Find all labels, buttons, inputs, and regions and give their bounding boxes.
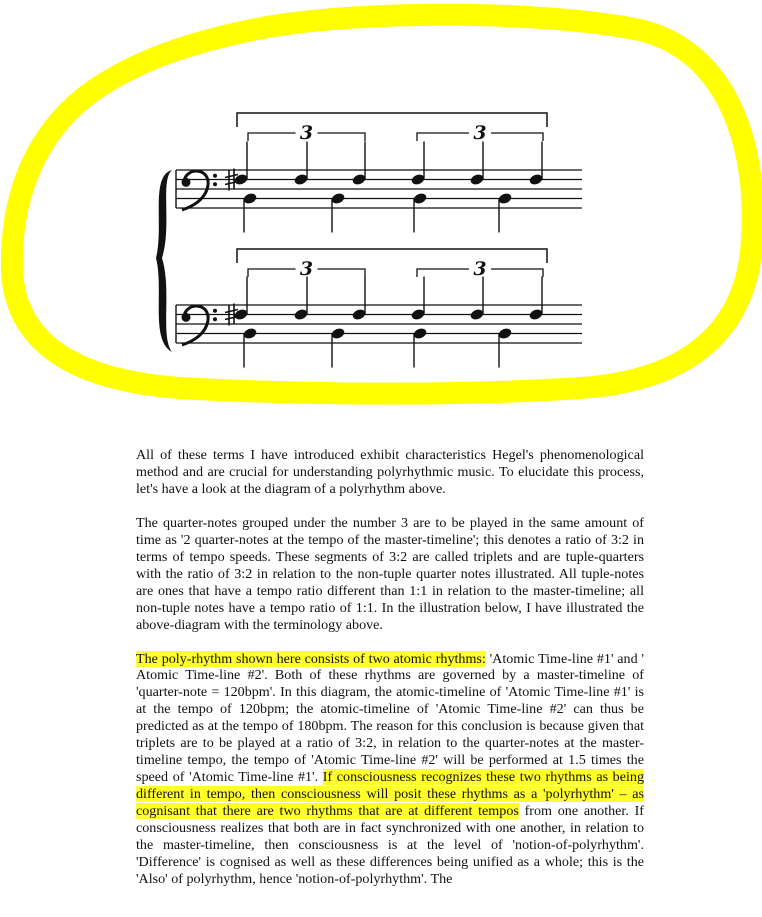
bass-clef-dot (182, 313, 191, 322)
highlighted-text: If consciousness recognizes these two rhythms as being different in tempo, then consciousness will posit these rhythms as a 'polyrhythm' – as cognisant that there are two rhythms that are at different tempos (136, 769, 644, 820)
upper-staff (176, 113, 582, 233)
paragraph-text: from one another. If consciousness realizes that both are in fact synchronized with one another, in relation to the master-timeline, then consciousness is at the level of 'notion-of-polyrhythm'. 'Difference' is cognised as well as these differences being unified as a whole; this is the 'Also' of polyrhythm, hence 'notion-of-polyrhythm'. The (136, 803, 645, 887)
triplet-number: 3 (473, 258, 487, 280)
system-brace (156, 170, 172, 352)
paragraph-3 (136, 651, 644, 888)
bass-clef-dot (213, 309, 217, 313)
bass-clef-icon (182, 171, 208, 210)
essay-text (136, 447, 644, 905)
highlight-circle (12, 15, 753, 394)
bass-clef-dot (182, 178, 191, 187)
outer-bracket (237, 113, 547, 127)
paragraph-2: The quarter-notes grouped under the number 3 are to be played in the same amount of time as '2 quarter-notes at the tempo of the master-timeline'; this denotes a ratio of 3:2 in terms of tempo speeds. These segments of 3:2 are called triplets and are tuple-quarters with the ratio of 3:2 in relation to the non-tuple quarter notes illustrated. All tuple-notes are ones that have a tempo ratio different than 1:1 in relation to the master-timeline; all non-tuple notes have a tempo ratio of 1:1. In the illustration below, I have illustrated the above-diagram with the terminology above. (136, 514, 644, 633)
paragraph-text: 'Atomic Time-line #1' and ' Atomic Time-line #2'. Both of these rhythms are governed by a master-timeline of 'quarter-note = 120bpm'. In this diagram, the atomic-timeline of 'Atomic Time-line #1' is at the tempo of 120bpm; the atomic-timeline of 'Atomic Time-line #2' can thus be predicted as at the tempo of 180bpm. The reason for this conclusion is because given that triplets are to be played at a ratio of 3:2, in relation to the quarter-notes at the master-timeline tempo, the tempo of 'Atomic Time-line #2' will be performed at 1.5 times the speed of 'Atomic Time-line #1'. (136, 650, 644, 786)
music-score-figure (0, 0, 762, 430)
bass-clef-dot (213, 317, 217, 321)
bass-clef-icon (182, 306, 208, 345)
bass-clef-dot (213, 182, 217, 186)
triplet-number: 3 (299, 122, 314, 144)
paragraph-1: All of these terms I have introduced exhibit characteristics Hegel's phenomenological method and are crucial for understanding polyrhythmic music. To elucidate this process, let's have a look at the diagram of a polyrhythm above. (136, 447, 644, 497)
triplet-number: 3 (299, 258, 314, 280)
triplet-number: 3 (473, 122, 487, 144)
bass-clef-dot (213, 174, 217, 178)
highlighted-text: The poly-rhythm shown here consists of two atomic rhythms: (136, 650, 486, 667)
outer-bracket (237, 249, 547, 263)
lower-staff (176, 249, 582, 368)
